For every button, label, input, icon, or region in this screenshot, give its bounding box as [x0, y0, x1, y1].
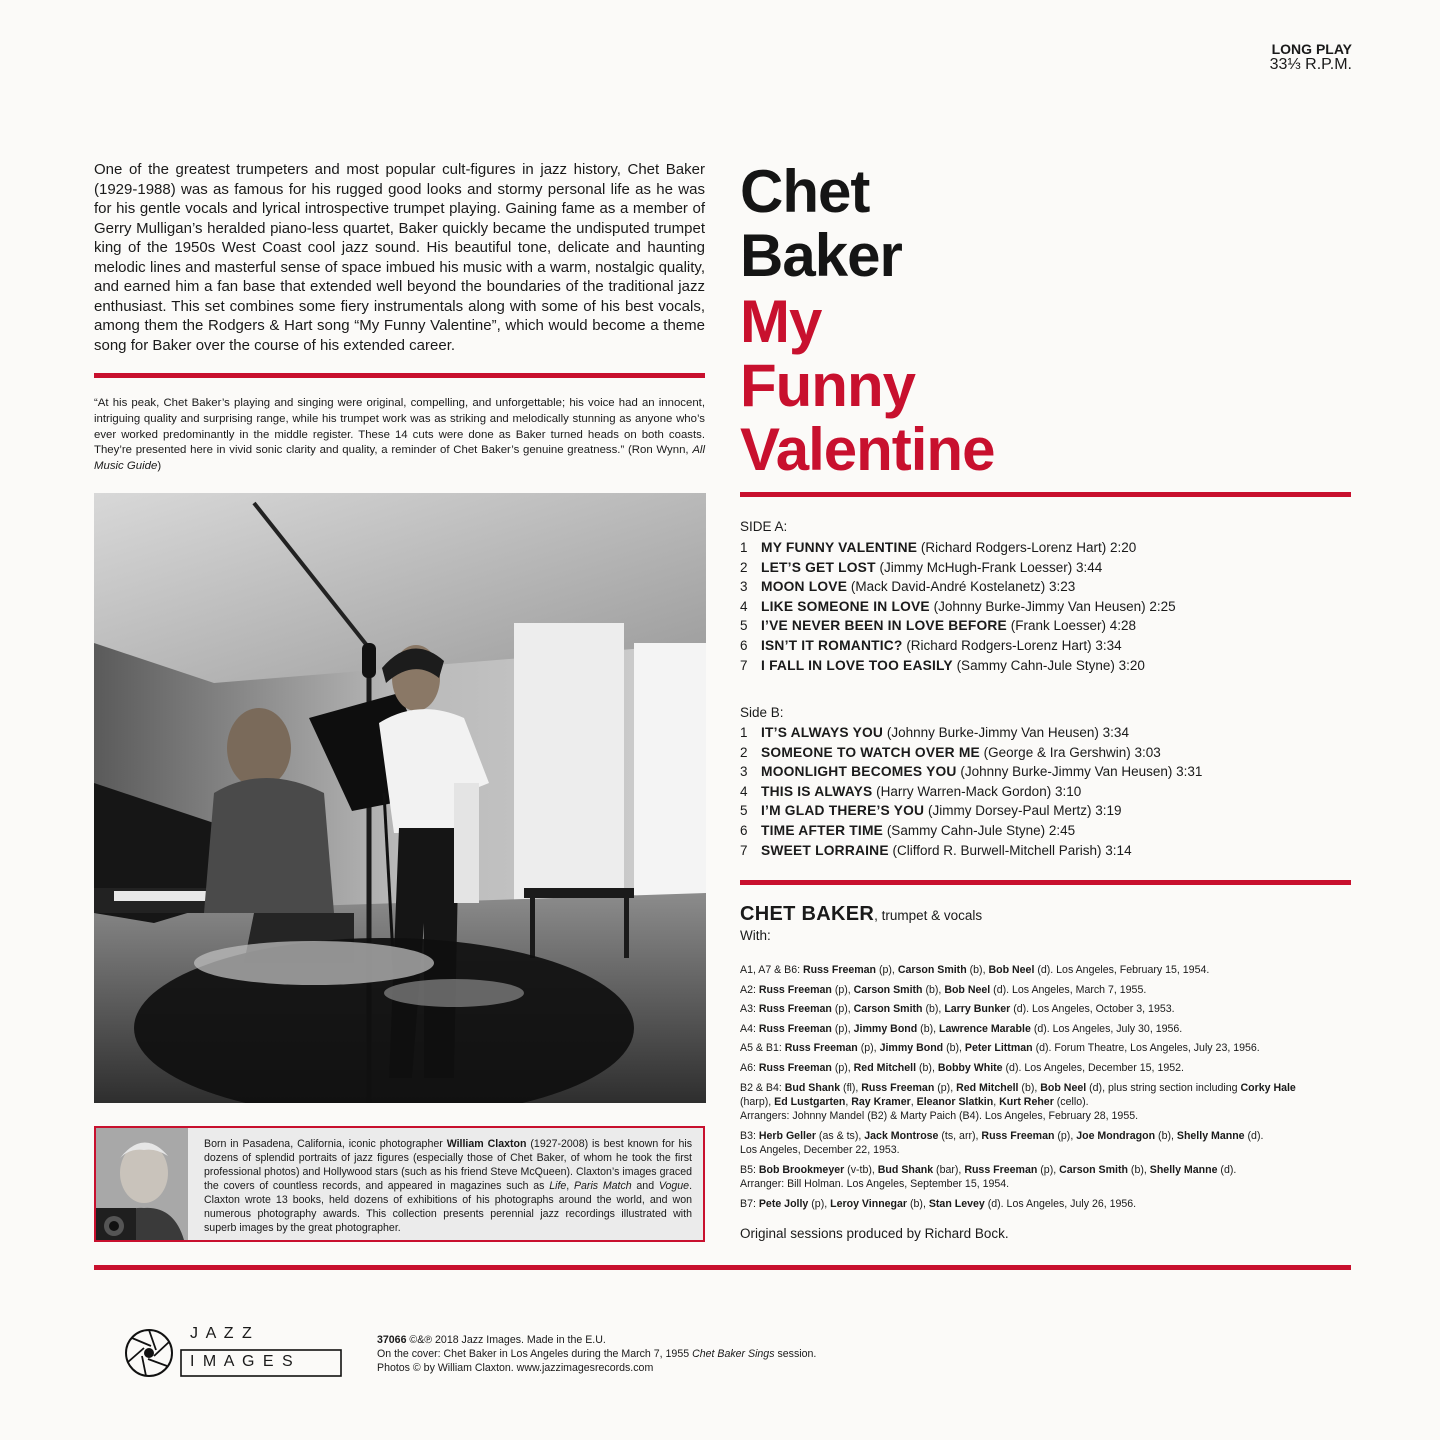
- track-credit: (Jimmy McHugh-Frank Loesser) 3:44: [875, 559, 1103, 575]
- producer-credit: Original sessions produced by Richard Bock.: [740, 1226, 1009, 1241]
- session-text: (d). Los Angeles, July 30, 1956.: [1030, 1022, 1183, 1035]
- session-text: (d).: [1217, 1163, 1237, 1176]
- track-credit: (Richard Rodgers-Lorenz Hart) 2:20: [917, 540, 1137, 555]
- side-b-tracklist: [740, 723, 1202, 860]
- session-text: (p),: [831, 1003, 854, 1016]
- session-text: (p),: [1037, 1163, 1060, 1176]
- side-b-track-row: [740, 743, 1202, 763]
- album-title-line: My: [740, 288, 822, 355]
- musician-name: Stan Levey: [928, 1197, 985, 1210]
- session-credits: [740, 963, 1320, 1216]
- track-number: 7: [740, 657, 748, 673]
- side-a-track-row: [740, 636, 1176, 656]
- session-text: (p),: [831, 1022, 854, 1035]
- musician-name: Russ Freeman: [758, 1003, 832, 1016]
- session-entry: [740, 1022, 1320, 1036]
- track-credit: (Mack David-André Kostelanetz) 3:23: [847, 579, 1076, 595]
- session-text: (p),: [831, 983, 854, 996]
- session-text: A6:: [740, 1061, 759, 1074]
- bio-text-part: . Claxton wrote 13 books, held dozens of exhibitions of his photographs around the world, and won numerous photography awards. This collection presents perennial jazz recordings illustrated with superb images by the great photographer.: [204, 1180, 693, 1234]
- session-text: (p),: [857, 1042, 880, 1055]
- musician-name: Russ Freeman: [964, 1163, 1038, 1176]
- session-text: (v-tb),: [844, 1163, 878, 1176]
- catalog-number: 37066: [377, 1334, 407, 1346]
- track-number: 3: [740, 579, 748, 595]
- session-entry: [740, 983, 1320, 997]
- bio-text-part: Born in Pasadena, California, iconic photographer: [204, 1138, 447, 1150]
- quote-text: “At his peak, Chet Baker’s playing and singing were original, compelling, and unforgettable; his voice had an innocent, intriguing quality and surprising range, while his trumpet work was as striking and melodically stunning as anyone who’s ever worked predominantly in the middle register. These 14 cuts were done as Baker turned heads on both coasts. They’re presented here in vivid sonic clarity and quality, a reminder of Chet Baker’s genuine greatness.” (Ron Wynn,: [94, 397, 705, 457]
- session-text: (b),: [1155, 1129, 1177, 1142]
- track-title: TIME AFTER TIME: [761, 822, 884, 838]
- session-text: (b),: [907, 1197, 929, 1210]
- album-title-line: Valentine: [740, 416, 995, 483]
- musician-name: Russ Freeman: [981, 1129, 1055, 1142]
- musician-name: Corky Hale: [1240, 1081, 1296, 1094]
- musician-name: Shelly Manne: [1176, 1129, 1245, 1142]
- musician-name: Larry Bunker: [944, 1003, 1011, 1016]
- cover-note: On the cover: Chet Baker in Los Angeles during the March 7, 1955: [377, 1347, 693, 1360]
- side-a-tracklist: [740, 538, 1176, 675]
- track-number: 6: [740, 822, 748, 838]
- session-text: (b),: [916, 1061, 938, 1074]
- musician-name: Bobby White: [937, 1061, 1003, 1074]
- leader-name: CHET BAKER: [740, 903, 875, 925]
- session-text: (p),: [876, 964, 898, 976]
- session-text: Arranger: Bill Holman. Los Angeles, September 15, 1954.: [740, 1177, 1010, 1190]
- musician-name: Peter Littman: [964, 1042, 1033, 1055]
- musician-name: Lawrence Marable: [939, 1022, 1031, 1035]
- divider-left-top: [94, 373, 705, 378]
- track-title: MOONLIGHT BECOMES YOU: [761, 764, 957, 780]
- musician-name: Kurt Reher: [999, 1095, 1054, 1108]
- track-title: IT’S ALWAYS YOU: [761, 725, 884, 740]
- track-number: 2: [740, 559, 748, 575]
- track-number: 4: [740, 783, 748, 799]
- track-number: 1: [740, 540, 748, 555]
- quote-close: ): [157, 460, 162, 473]
- session-entry: [740, 1129, 1320, 1158]
- bio-photographer-name: William Claxton: [446, 1138, 527, 1150]
- musician-name: Herb Geller: [758, 1129, 816, 1142]
- rpm-label: 33⅓ R.P.M.: [1269, 56, 1352, 73]
- side-b-track-row: [740, 782, 1202, 802]
- musician-name: Bud Shank: [877, 1163, 934, 1176]
- track-number: 4: [740, 598, 748, 614]
- session-text: (harp),: [740, 1095, 775, 1108]
- track-credit: (George & Ira Gershwin) 3:03: [979, 744, 1161, 760]
- musician-name: Red Mitchell: [853, 1061, 917, 1074]
- session-text: (d). Los Angeles, February 15, 1954.: [1034, 964, 1210, 976]
- session-text: B7:: [740, 1197, 759, 1210]
- session-text: A4:: [740, 1022, 759, 1035]
- divider-right-top: [740, 492, 1351, 497]
- long-play-label: LONG PLAY: [1271, 41, 1352, 57]
- track-title: SWEET LORRAINE: [761, 842, 889, 858]
- track-title: I’VE NEVER BEEN IN LOVE BEFORE: [761, 618, 1007, 634]
- session-entry: [740, 1002, 1320, 1016]
- session-text: (d). Los Angeles, October 3, 1953.: [1010, 1003, 1175, 1016]
- musician-name: Russ Freeman: [803, 964, 877, 976]
- musician-name: Leroy Vinnegar: [830, 1197, 908, 1210]
- side-a-track-row: [740, 597, 1176, 617]
- album-title: [740, 290, 994, 482]
- review-quote: [94, 396, 705, 475]
- session-text: (d), plus string section including: [1086, 1081, 1241, 1094]
- side-a-label: SIDE A:: [740, 519, 788, 534]
- session-text: A3:: [740, 1003, 759, 1016]
- musician-name: Russ Freeman: [861, 1081, 935, 1094]
- leader-role: , trumpet & vocals: [874, 908, 983, 923]
- musician-name: Shelly Manne: [1149, 1163, 1218, 1176]
- footer-credits: [377, 1334, 816, 1375]
- musician-name: Carson Smith: [853, 983, 923, 996]
- session-text: (p),: [1054, 1129, 1077, 1142]
- musician-name: Carson Smith: [853, 1003, 923, 1016]
- artist-name-line: Chet: [740, 158, 870, 225]
- musician-name: Carson Smith: [897, 964, 967, 976]
- artist-name: [740, 160, 902, 288]
- track-number: 5: [740, 803, 748, 819]
- track-credit: (Clifford R. Burwell-Mitchell Parish) 3:14: [888, 842, 1132, 858]
- side-b-track-row: [740, 841, 1202, 861]
- session-text: (b),: [922, 983, 945, 996]
- side-a-track-row: [740, 656, 1176, 676]
- track-credit: (Sammy Cahn-Jule Styne) 2:45: [883, 822, 1076, 838]
- track-title: LET’S GET LOST: [761, 559, 876, 575]
- intro-paragraph: One of the greatest trumpeters and most popular cult-figures in jazz history, Chet Baker (1929-1988) was as famous for his rugged good looks and stormy personal life as he was for his gentle vocals and lyrical introspective trumpet playing. Gaining fame as a member of Gerry Mulligan’s heralded piano-less quartet, Baker quickly became the undisputed trumpet king of the 1950s West Coast cool jazz sound. His beautiful tone, delicate and haunting melodic lines and masterful sense of space imbued his music with a warm, nostalgic quality, and earned him a fan base that extended well beyond the boundaries of the traditional jazz enthusiast. This set combines some fiery instrumentals along with some of his best vocals, among them the Rodgers & Hart song “My Funny Valentine”, which would become a theme song for Baker over the course of his extended career.: [94, 161, 705, 354]
- footer-line-3: Photos © by William Claxton. www.jazzimagesrecords.com: [377, 1361, 654, 1374]
- track-credit: (Johnny Burke-Jimmy Van Heusen) 3:31: [956, 764, 1203, 780]
- long-play-badge: [1270, 42, 1352, 72]
- session-text: (cello).: [1053, 1095, 1089, 1108]
- track-number: 6: [740, 637, 748, 653]
- photographer-bio-text: [204, 1137, 692, 1235]
- session-text: (fl),: [840, 1081, 862, 1094]
- bio-text-part: and: [631, 1180, 659, 1192]
- bio-text-part: ,: [566, 1180, 574, 1192]
- rights-text: ©&℗ 2018 Jazz Images. Made in the E.U.: [406, 1334, 606, 1346]
- musician-name: Bob Brookmeyer: [758, 1163, 845, 1176]
- side-a-track-row: [740, 577, 1176, 597]
- track-title: LIKE SOMEONE IN LOVE: [761, 598, 930, 614]
- session-text: ,: [993, 1095, 1000, 1108]
- musician-name: Joe Mondragon: [1076, 1129, 1156, 1142]
- track-number: 5: [740, 618, 748, 634]
- track-credit: (Jimmy Dorsey-Paul Mertz) 3:19: [924, 803, 1122, 819]
- musician-name: Eleanor Slatkin: [916, 1095, 994, 1108]
- photographer-portrait-illustration: [96, 1128, 188, 1240]
- divider-right-middle: [740, 880, 1351, 885]
- musician-name: Red Mitchell: [956, 1081, 1019, 1094]
- session-text: (d). Forum Theatre, Los Angeles, July 23, 1956.: [1032, 1042, 1260, 1055]
- session-text: (bar),: [933, 1163, 965, 1176]
- track-title: I FALL IN LOVE TOO EASILY: [761, 657, 953, 673]
- musician-name: Carson Smith: [1059, 1163, 1128, 1176]
- divider-bottom: [94, 1265, 1351, 1270]
- track-credit: (Sammy Cahn-Jule Styne) 3:20: [952, 657, 1145, 673]
- session-text: (b),: [1127, 1163, 1150, 1176]
- musician-name: Jimmy Bond: [853, 1022, 918, 1035]
- bio-magazine: Paris Match: [573, 1180, 632, 1192]
- session-entry: [740, 1041, 1320, 1055]
- side-b-label: Side B:: [740, 705, 784, 720]
- session-text: (d). Los Angeles, March 7, 1955.: [990, 983, 1147, 996]
- session-entry: [740, 1163, 1320, 1192]
- track-credit: (Frank Loesser) 4:28: [1006, 618, 1137, 634]
- session-text: A1, A7 & B6:: [740, 964, 804, 976]
- session-text: (b),: [917, 1022, 940, 1035]
- musician-name: Russ Freeman: [784, 1042, 858, 1055]
- side-a-track-row: [740, 538, 1176, 558]
- track-credit: (Johnny Burke-Jimmy Van Heusen) 3:34: [883, 725, 1129, 740]
- musician-name: Russ Freeman: [758, 983, 832, 996]
- bio-magazine: Vogue: [658, 1180, 690, 1192]
- track-credit: (Richard Rodgers-Lorenz Hart) 3:34: [902, 637, 1122, 653]
- musician-name: Russ Freeman: [758, 1061, 832, 1074]
- track-title: THIS IS ALWAYS: [761, 783, 873, 799]
- track-number: 1: [740, 725, 748, 740]
- track-number: 3: [740, 764, 748, 780]
- session-entry: [740, 1061, 1320, 1075]
- track-title: SOMEONE TO WATCH OVER ME: [761, 744, 980, 760]
- session-text: (d). Los Angeles, December 15, 1952.: [1002, 1061, 1184, 1074]
- artist-name-line: Baker: [740, 222, 902, 289]
- session-text: (d).: [1244, 1129, 1264, 1142]
- footer-line-1: [377, 1334, 816, 1348]
- track-title: MOON LOVE: [761, 579, 848, 595]
- session-text: Arrangers: Johnny Mandel (B2) & Marty Paich (B4). Los Angeles, February 28, 1955.: [740, 1110, 1139, 1123]
- musician-name: Jack Montrose: [864, 1129, 939, 1142]
- session-text: B5:: [740, 1163, 759, 1176]
- musician-name: Jimmy Bond: [879, 1042, 944, 1055]
- session-text: B2 & B4:: [740, 1081, 785, 1094]
- track-number: 7: [740, 842, 748, 858]
- side-b-track-row: [740, 762, 1202, 782]
- track-credit: (Harry Warren-Mack Gordon) 3:10: [872, 783, 1082, 799]
- musician-name: Russ Freeman: [758, 1022, 832, 1035]
- side-b-track-row: [740, 723, 1202, 743]
- musician-name: Bob Neel: [944, 983, 991, 996]
- studio-photo: [94, 493, 706, 1103]
- session-entry: [740, 963, 1320, 977]
- cover-note-end: session.: [774, 1347, 817, 1360]
- musician-name: Ray Kramer: [851, 1095, 911, 1108]
- side-b-track-row: [740, 801, 1202, 821]
- jazz-images-logo: [124, 1326, 344, 1380]
- session-text: A5 & B1:: [740, 1042, 785, 1055]
- side-a-track-row: [740, 616, 1176, 636]
- studio-photo-illustration: [94, 493, 706, 1103]
- session-text: (ts, arr),: [938, 1129, 982, 1142]
- session-entry: [740, 1081, 1320, 1124]
- session-text: B3:: [740, 1129, 759, 1142]
- musician-name: Bud Shank: [784, 1081, 841, 1094]
- session-text: (b),: [966, 964, 989, 976]
- logo-images-text: I M A G E S: [190, 1353, 295, 1370]
- musician-name: Bob Neel: [1040, 1081, 1087, 1094]
- session-text: ,: [910, 1095, 917, 1108]
- photographer-bio-box: [94, 1126, 705, 1242]
- musician-name: Ed Lustgarten: [774, 1095, 846, 1108]
- session-text: ,: [845, 1095, 852, 1108]
- track-title: MY FUNNY VALENTINE: [761, 540, 918, 555]
- session-text: Los Angeles, December 22, 1953.: [740, 1144, 900, 1157]
- track-number: 2: [740, 744, 748, 760]
- logo-jazz-text: J A Z Z: [190, 1325, 254, 1342]
- session-text: (p),: [831, 1061, 854, 1074]
- side-b-track-row: [740, 821, 1202, 841]
- track-credit: (Johnny Burke-Jimmy Van Heusen) 2:25: [929, 598, 1176, 614]
- track-title: I’M GLAD THERE’S YOU: [761, 803, 925, 819]
- session-text: (as & ts),: [815, 1129, 865, 1142]
- bio-magazine: Life: [549, 1180, 567, 1192]
- session-text: A2:: [740, 983, 759, 996]
- musician-name: Pete Jolly: [758, 1197, 809, 1210]
- track-title: ISN’T IT ROMANTIC?: [761, 637, 903, 653]
- session-text: (b),: [943, 1042, 965, 1055]
- footer-line-2: [377, 1348, 816, 1362]
- session-text: (b),: [1018, 1081, 1041, 1094]
- album-title-line: Funny: [740, 352, 915, 419]
- session-text: (p),: [934, 1081, 957, 1094]
- session-entry: [740, 1197, 1320, 1211]
- photographer-portrait: [96, 1128, 188, 1240]
- with-label: With:: [740, 928, 771, 943]
- session-text: (d). Los Angeles, July 26, 1956.: [984, 1197, 1137, 1210]
- bio-text-part: (1927-2008) is best known for his dozens of splendid portraits of jazz figures (especially those of Chet Baker, of whom he took the first professional photos) and Hollywood stars (such as his friend Steve McQueen). Claxton’s images graced the covers of countless records, and appeared in magazines such as: [204, 1138, 692, 1192]
- session-text: (b),: [922, 1003, 945, 1016]
- session-text: (p),: [808, 1197, 831, 1210]
- side-a-track-row: [740, 558, 1176, 578]
- personnel-heading: [740, 903, 982, 926]
- quote-source: All Music Guide: [94, 444, 705, 473]
- cover-album-title: Chet Baker Sings: [692, 1347, 775, 1360]
- musician-name: Bob Neel: [988, 964, 1035, 976]
